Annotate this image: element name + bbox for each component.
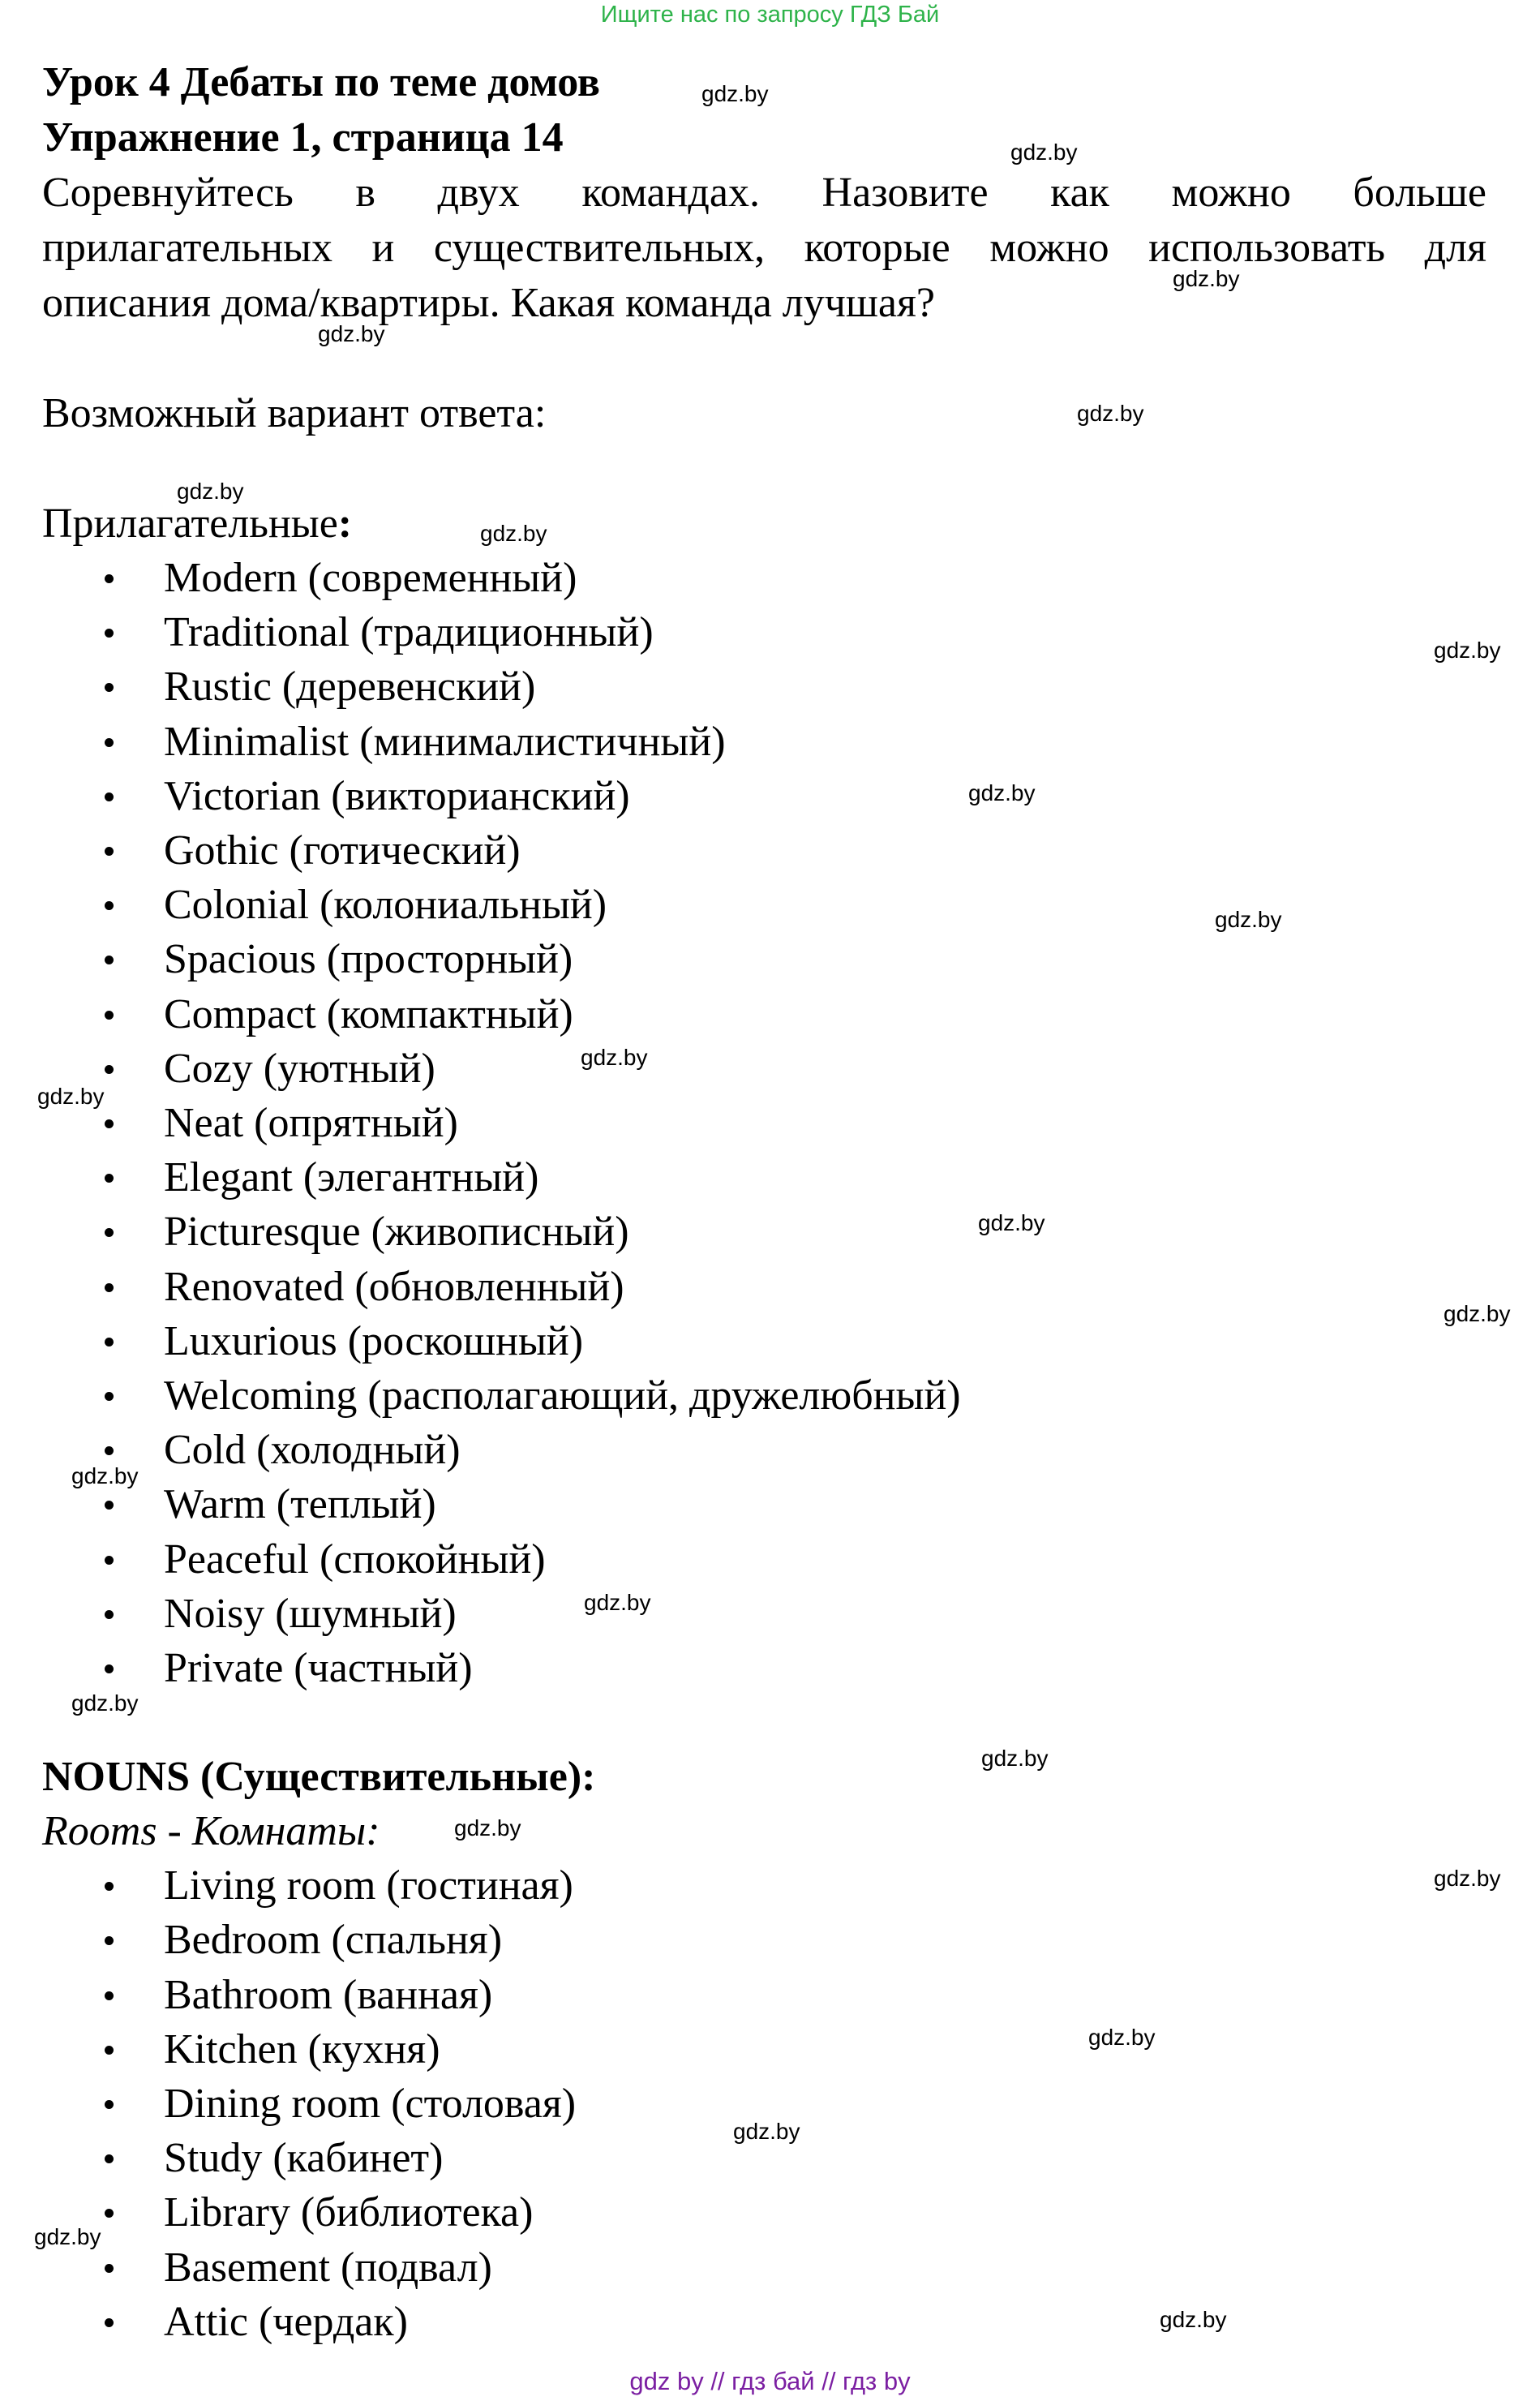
bullet-icon: [105, 1228, 114, 1237]
bullet-icon: [105, 1882, 114, 1891]
bullet-icon: [105, 1664, 114, 1673]
bullet-icon: [105, 1392, 114, 1401]
adjective-item: [42, 659, 1502, 714]
bottom-banner-link[interactable]: gdz by // гдз бай // гдз by: [629, 2367, 911, 2395]
bullet-icon: [105, 1338, 114, 1347]
bullet-icon: [105, 683, 114, 692]
room-item: [42, 2240, 1502, 2295]
room-item-text: Study (кабинет): [164, 2135, 444, 2182]
adjective-item: [42, 878, 1502, 932]
bullet-icon: [105, 1556, 114, 1565]
task-line-3: описания дома/квартиры. Какая команда лучшая?: [42, 280, 935, 326]
adjective-item-text: Colonial (колониальный): [164, 882, 607, 929]
adjective-item: [42, 1096, 1502, 1150]
bullet-icon: [105, 1936, 114, 1945]
room-item-text: Dining room (столовая): [164, 2081, 577, 2128]
bullet-icon: [105, 1174, 114, 1183]
watermark: gdz.by: [978, 1210, 1045, 1235]
bullet-icon: [105, 574, 114, 583]
adjective-item-text: Rustic (деревенский): [164, 664, 536, 711]
room-item-text: Basement (подвал): [164, 2244, 492, 2291]
room-item: [42, 2295, 1502, 2349]
adjective-item-text: Gothic (готический): [164, 827, 521, 874]
watermark: gdz.by: [981, 1746, 1049, 1771]
watermark: gdz.by: [1443, 1301, 1511, 1326]
adjective-item: [42, 1477, 1502, 1531]
watermark: gdz.by: [1160, 2307, 1227, 2332]
watermark: gdz.by: [581, 1045, 648, 1070]
adjective-item: [42, 932, 1502, 986]
bullet-icon: [105, 1991, 114, 2000]
adjective-item-text: Spacious (просторный): [164, 936, 573, 983]
adjective-item: [42, 1205, 1502, 1259]
adjective-item: [42, 551, 1502, 605]
watermark: gdz.by: [1434, 638, 1501, 663]
document-body: [42, 55, 1502, 2349]
watermark: gdz.by: [71, 1463, 139, 1488]
watermark: gdz.by: [584, 1590, 651, 1615]
adjective-item-text: Peaceful (спокойный): [164, 1536, 546, 1583]
adjective-item-text: Neat (опрятный): [164, 1100, 458, 1147]
lesson-title: Урок 4 Дебаты по теме домов: [42, 59, 600, 105]
adjective-item: [42, 1150, 1502, 1205]
room-item: [42, 2022, 1502, 2077]
bullet-icon: [105, 1283, 114, 1292]
task-line-1: Соревнуйтесь в двух командах. Назовите как можно больше: [42, 170, 1486, 216]
room-item-text: Bedroom (спальня): [164, 1917, 503, 1964]
adjective-item: [42, 605, 1502, 659]
adjectives-label-text: Прилагательные: [42, 500, 338, 547]
answer-label: Возможный вариант ответа:: [42, 390, 547, 436]
room-item-text: Living room (гостиная): [164, 1862, 573, 1909]
adjective-item: [42, 823, 1502, 878]
adjectives-label-colon: :: [337, 500, 353, 547]
adjective-item: [42, 1314, 1502, 1368]
adjective-item: [42, 1260, 1502, 1314]
adjective-item-text: Noisy (шумный): [164, 1590, 457, 1637]
watermark: gdz.by: [34, 2224, 101, 2249]
adjective-item: [42, 1042, 1502, 1096]
exercise-heading: Упражнение 1, страница 14: [42, 114, 564, 161]
top-banner-link[interactable]: Ищите нас по запросу ГДЗ Бай: [600, 2, 940, 28]
adjective-item: [42, 1368, 1502, 1423]
bullet-icon: [105, 1446, 114, 1455]
watermark: gdz.by: [1173, 266, 1240, 291]
task-line-2: прилагательных и существительных, которые можно использовать для: [42, 225, 1486, 271]
adjective-item-text: Warm (теплый): [164, 1481, 436, 1528]
bullet-icon: [105, 738, 114, 747]
bullet-icon: [105, 792, 114, 801]
room-item: [42, 1913, 1502, 1967]
bullet-icon: [105, 2046, 114, 2055]
room-item-text: Attic (чердак): [164, 2298, 408, 2345]
room-item-text: Bathroom (ванная): [164, 1971, 493, 2018]
adjective-item-text: Renovated (обновленный): [164, 1263, 624, 1310]
adjective-item: [42, 1641, 1502, 1695]
bullet-icon: [105, 1011, 114, 1020]
adjective-item: [42, 1423, 1502, 1477]
bullet-icon: [105, 847, 114, 856]
watermark: gdz.by: [1010, 140, 1078, 165]
watermark: gdz.by: [318, 321, 385, 346]
room-item-text: Kitchen (кухня): [164, 2025, 440, 2072]
adjectives-list: [42, 551, 1502, 1695]
bullet-icon: [105, 629, 114, 638]
bullet-icon: [105, 901, 114, 910]
adjective-item: [42, 1532, 1502, 1587]
bullet-icon: [105, 2318, 114, 2327]
watermark: gdz.by: [71, 1690, 139, 1716]
watermark: gdz.by: [37, 1084, 105, 1109]
bullet-icon: [105, 1610, 114, 1619]
adjectives-label: [42, 496, 1502, 551]
adjective-item-text: Cold (холодный): [164, 1427, 461, 1474]
room-item: [42, 1858, 1502, 1913]
adjective-item-text: Victorian (викторианский): [164, 772, 630, 819]
room-item: [42, 2185, 1502, 2240]
adjective-item: [42, 715, 1502, 769]
adjective-item-text: Compact (компактный): [164, 990, 573, 1037]
watermark: gdz.by: [177, 479, 244, 504]
bullet-icon: [105, 2264, 114, 2273]
nouns-heading: NOUNS (Существительные):: [42, 1754, 596, 1801]
bullet-icon: [105, 2209, 114, 2218]
adjective-item-text: Elegant (элегантный): [164, 1154, 539, 1201]
room-item-text: Library (библиотека): [164, 2189, 534, 2236]
room-item: [42, 1968, 1502, 2022]
adjective-item: [42, 1587, 1502, 1641]
watermark: gdz.by: [1434, 1866, 1501, 1891]
adjective-item-text: Private (частный): [164, 1645, 473, 1692]
adjective-item-text: Minimalist (минималистичный): [164, 718, 726, 765]
bullet-icon: [105, 1501, 114, 1510]
adjective-item-text: Luxurious (роскошный): [164, 1317, 584, 1364]
watermark: gdz.by: [480, 521, 547, 546]
adjective-item-text: Welcoming (располагающий, дружелюбный): [164, 1372, 961, 1420]
adjective-item-text: Traditional (традиционный): [164, 609, 654, 656]
watermark: gdz.by: [454, 1815, 521, 1840]
adjective-item-text: Picturesque (живописный): [164, 1209, 629, 1256]
bullet-icon: [105, 956, 114, 964]
watermark: gdz.by: [701, 81, 769, 106]
bullet-icon: [105, 1119, 114, 1128]
adjective-item-text: Modern (современный): [164, 555, 577, 601]
adjective-item: [42, 769, 1502, 823]
bullet-icon: [105, 1065, 114, 1074]
watermark: gdz.by: [968, 780, 1036, 805]
watermark: gdz.by: [1088, 2025, 1156, 2050]
bullet-icon: [105, 2154, 114, 2163]
adjective-item: [42, 987, 1502, 1042]
watermark: gdz.by: [1215, 907, 1282, 932]
rooms-subheading: Rooms - Комнаты:: [42, 1808, 380, 1855]
adjective-item-text: Cozy (уютный): [164, 1045, 435, 1092]
rooms-list: [42, 1858, 1502, 2349]
watermark: gdz.by: [1077, 401, 1144, 426]
watermark: gdz.by: [733, 2119, 800, 2144]
bullet-icon: [105, 2100, 114, 2109]
